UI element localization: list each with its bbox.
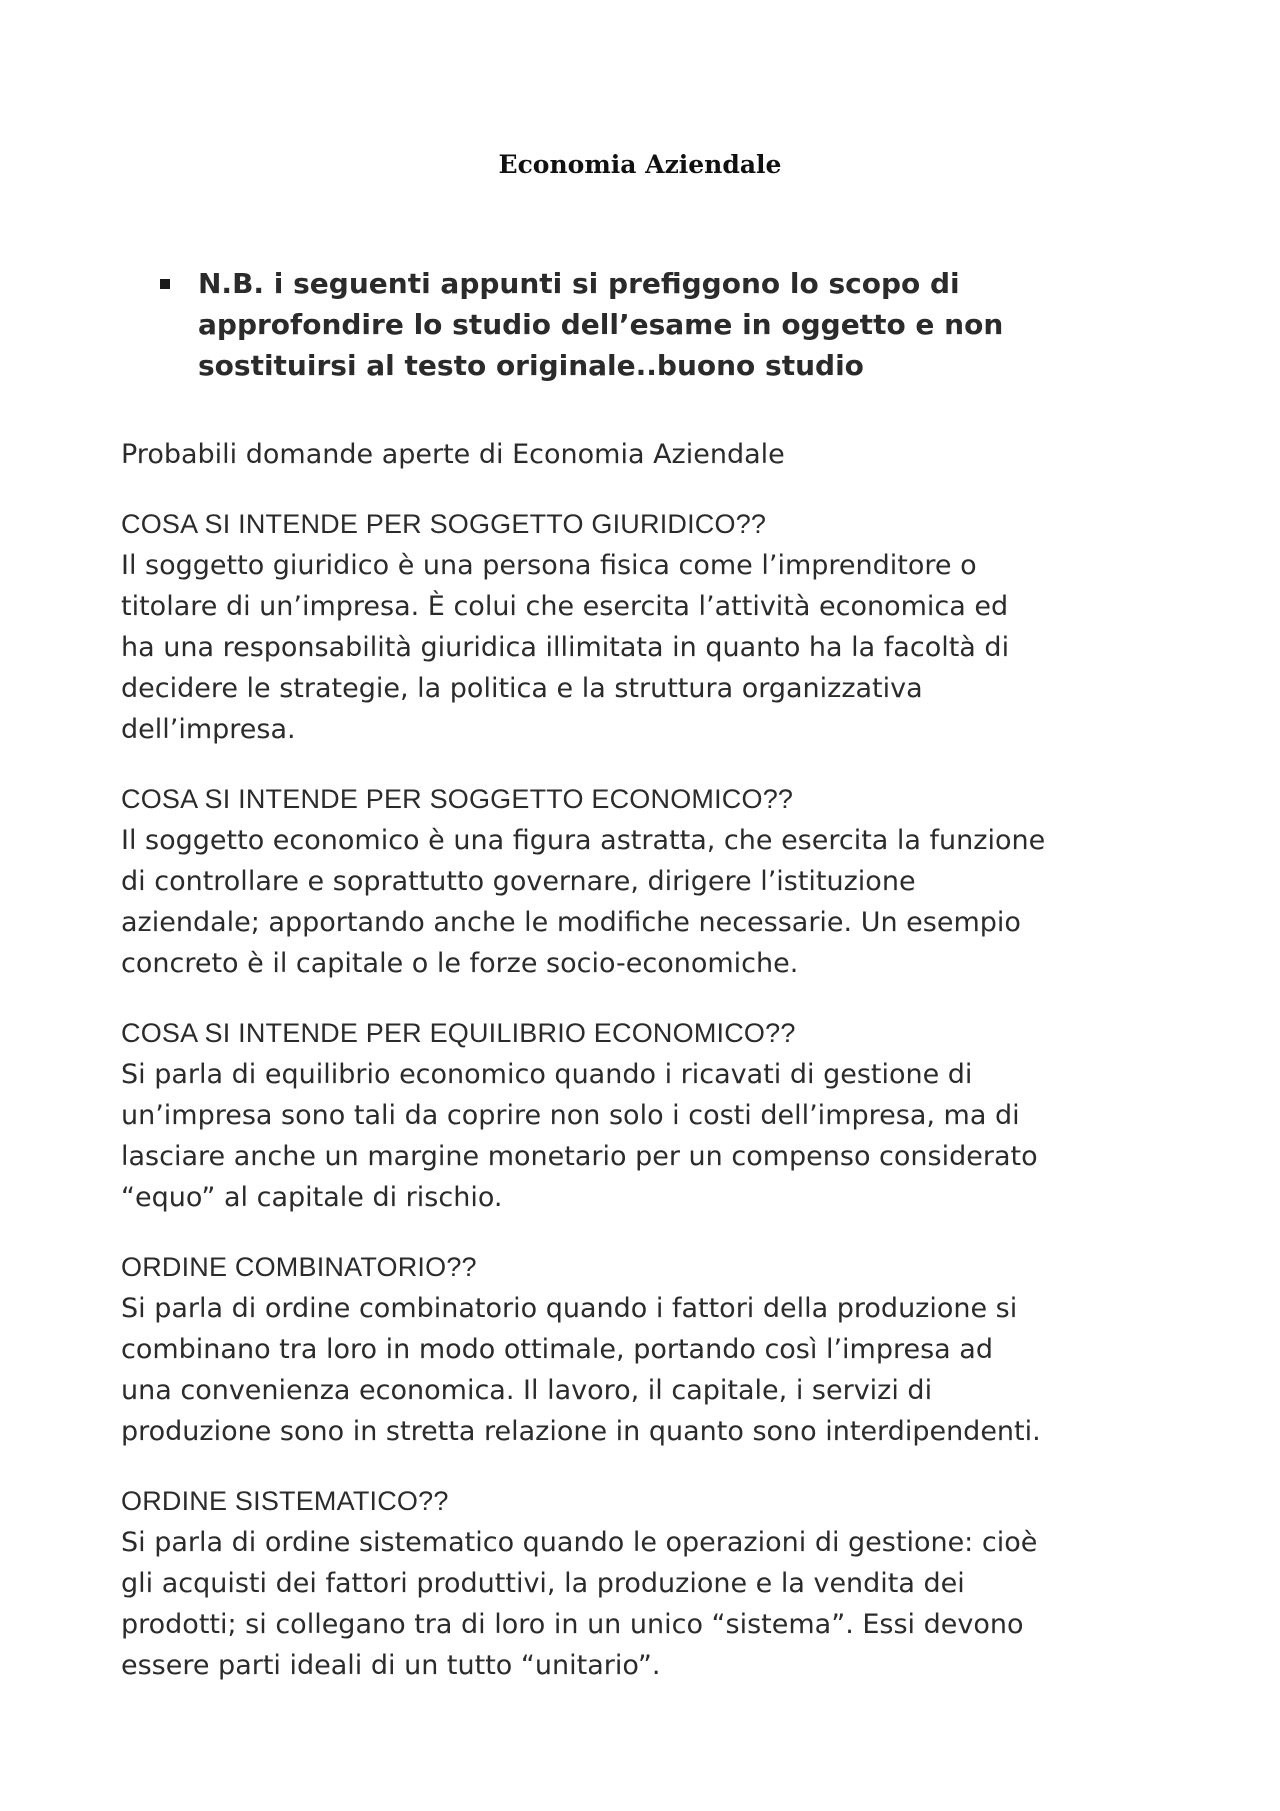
answer-line: decidere le strategie, la politica e la struttura organizzativa [121, 673, 923, 704]
note-text: N.B. i seguenti appunti si prefiggono lo scopo di approfondire lo studio dell’esame in oggetto e non sostituirsi al testo originale..buono studio [198, 267, 1004, 382]
answer-line: concreto è il capitale o le forze socio-economiche. [121, 948, 799, 979]
answer-line: Si parla di equilibrio economico quando i ricavati di gestione di [121, 1059, 973, 1090]
answer-line: di controllare e soprattutto governare, dirigere l’istituzione [121, 866, 916, 897]
answer-line: combinano tra loro in modo ottimale, portando così l’impresa ad [121, 1334, 993, 1365]
answer-line: prodotti; si collegano tra di loro in un unico “sistema”. Essi devono [121, 1609, 1024, 1640]
answer-line: un’impresa sono tali da coprire non solo i costi dell’impresa, ma di [121, 1100, 1020, 1131]
answer-line: lasciare anche un margine monetario per un compenso considerato [121, 1141, 1038, 1172]
answer-line: Si parla di ordine sistematico quando le operazioni di gestione: cioè [121, 1527, 1038, 1558]
answer-line: ha una responsabilità giuridica illimitata in quanto ha la facoltà di [121, 632, 1010, 663]
answer-line: produzione sono in stretta relazione in quanto sono interdipendenti. [121, 1416, 1041, 1447]
answer-line: dell’impresa. [121, 714, 296, 745]
document-title: Economia Aziendale [498, 150, 782, 179]
question-heading: ORDINE COMBINATORIO?? [121, 1252, 477, 1282]
answer-line: Il soggetto economico è una figura astratta, che esercita la funzione [121, 825, 1046, 856]
question-heading: COSA SI INTENDE PER SOGGETTO GIURIDICO?? [121, 509, 767, 539]
answer-line: titolare di un’impresa. È colui che esercita l’attività economica ed [121, 591, 1009, 622]
document-body [121, 434, 1181, 1715]
qa-section [121, 1247, 1181, 1452]
answer-line: Il soggetto giuridico è una persona fisica come l’imprenditore o [121, 550, 977, 581]
question-heading: ORDINE SISTEMATICO?? [121, 1486, 449, 1516]
answer-line: aziendale; apportando anche le modifiche necessarie. Un esempio [121, 907, 1021, 938]
qa-section [121, 1013, 1181, 1218]
question-heading: COSA SI INTENDE PER EQUILIBRIO ECONOMICO?? [121, 1018, 796, 1048]
question-heading: COSA SI INTENDE PER SOGGETTO ECONOMICO?? [121, 784, 794, 814]
intro-paragraph: Probabili domande aperte di Economia Aziendale [121, 439, 785, 470]
qa-section [121, 779, 1181, 984]
answer-line: essere parti ideali di un tutto “unitario”. [121, 1650, 661, 1681]
qa-sections [121, 504, 1181, 1686]
qa-section [121, 504, 1181, 750]
answer-line: Si parla di ordine combinatorio quando i fattori della produzione si [121, 1293, 1018, 1324]
note-bullet-item [160, 263, 1160, 386]
qa-section [121, 1481, 1181, 1686]
answer-line: gli acquisti dei fattori produttivi, la produzione e la vendita dei [121, 1568, 965, 1599]
answer-line: una convenienza economica. Il lavoro, il capitale, i servizi di [121, 1375, 933, 1406]
square-bullet-icon [160, 279, 170, 289]
answer-line: “equo” al capitale di rischio. [121, 1182, 503, 1213]
